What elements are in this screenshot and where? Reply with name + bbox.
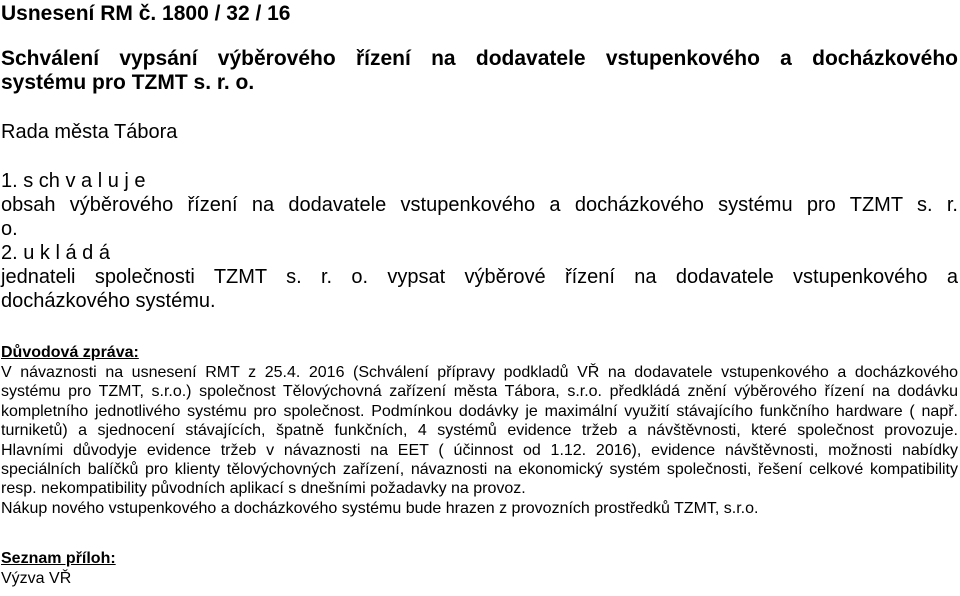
item-2-line: docházkového systému. (1, 290, 216, 312)
reason-line: kompletního jednotlivého systému pro společnost. Podmínkou dodávky je maximální využití stávajícího funkčního hardware ( např. (1, 402, 958, 420)
subject-line: systému pro TZMT s. r. o. (1, 71, 255, 94)
item-1-heading: 1. s ch v a l u j e (1, 170, 146, 192)
reason-line: resp. nekompatibility původních aplikací s dnešními požadavky na provoz. (1, 480, 526, 498)
reason-line: turniketů) a sjednocení stávajících, špatně funkčních, 4 systémů evidence tržeb a návštěvnosti, které společnost provozuje. (1, 422, 958, 440)
item-2-line: jednateli společnosti TZMT s. r. o. vypsat výběrové řízení na dodavatele vstupenkového a (1, 266, 958, 288)
reason-line: Hlavními důvodyje evidence tržeb v návaznosti na EET ( účinnost od 1.12. 2016), evidence návštěvnosti, možnosti nabídky (1, 441, 958, 459)
attachment-item: Výzva VŘ (1, 570, 72, 588)
council-name: Rada města Tábora (1, 121, 178, 143)
resolution-title: Usnesení RM č. 1800 / 32 / 16 (1, 2, 291, 25)
resolution-subject (1, 47, 958, 95)
item-1-line: o. (1, 218, 18, 240)
item-2-text (1, 265, 958, 313)
reason-line: speciálních balíčků pro klienty tělovýchovných zařízení, návaznosti na ekonomický systém společnosti, řešení celkové kompatibility (1, 461, 958, 479)
reason-line: V návaznosti na usnesení RMT z 25.4. 2016 (Schválení přípravy podkladů VŘ na dodavatele vstupenkového a docházkového (1, 364, 958, 381)
attachments-list (1, 569, 958, 588)
item-1-text (1, 193, 958, 241)
item-2-heading: 2. u k l á d á (1, 242, 110, 264)
reason-text (1, 363, 958, 518)
reason-heading: Důvodová zpráva: (1, 344, 139, 361)
reason-line: systému pro TZMT, s.r.o.) společnost Tělovýchovná zařízení města Tábora, s.r.o. předkládá znění výběrového řízení na dodávku (1, 383, 958, 401)
attachments-heading: Seznam příloh: (1, 550, 116, 568)
reason-line: Nákup nového vstupenkového a docházkového systému bude hrazen z provozních prostředků TZMT, s.r.o. (1, 499, 759, 517)
subject-line: Schválení vypsání výběrového řízení na dodavatele vstupenkového a docházkového (1, 47, 958, 70)
item-1-line: obsah výběrového řízení na dodavatele vstupenkového a docházkového systému pro TZMT s. r. (1, 194, 958, 216)
